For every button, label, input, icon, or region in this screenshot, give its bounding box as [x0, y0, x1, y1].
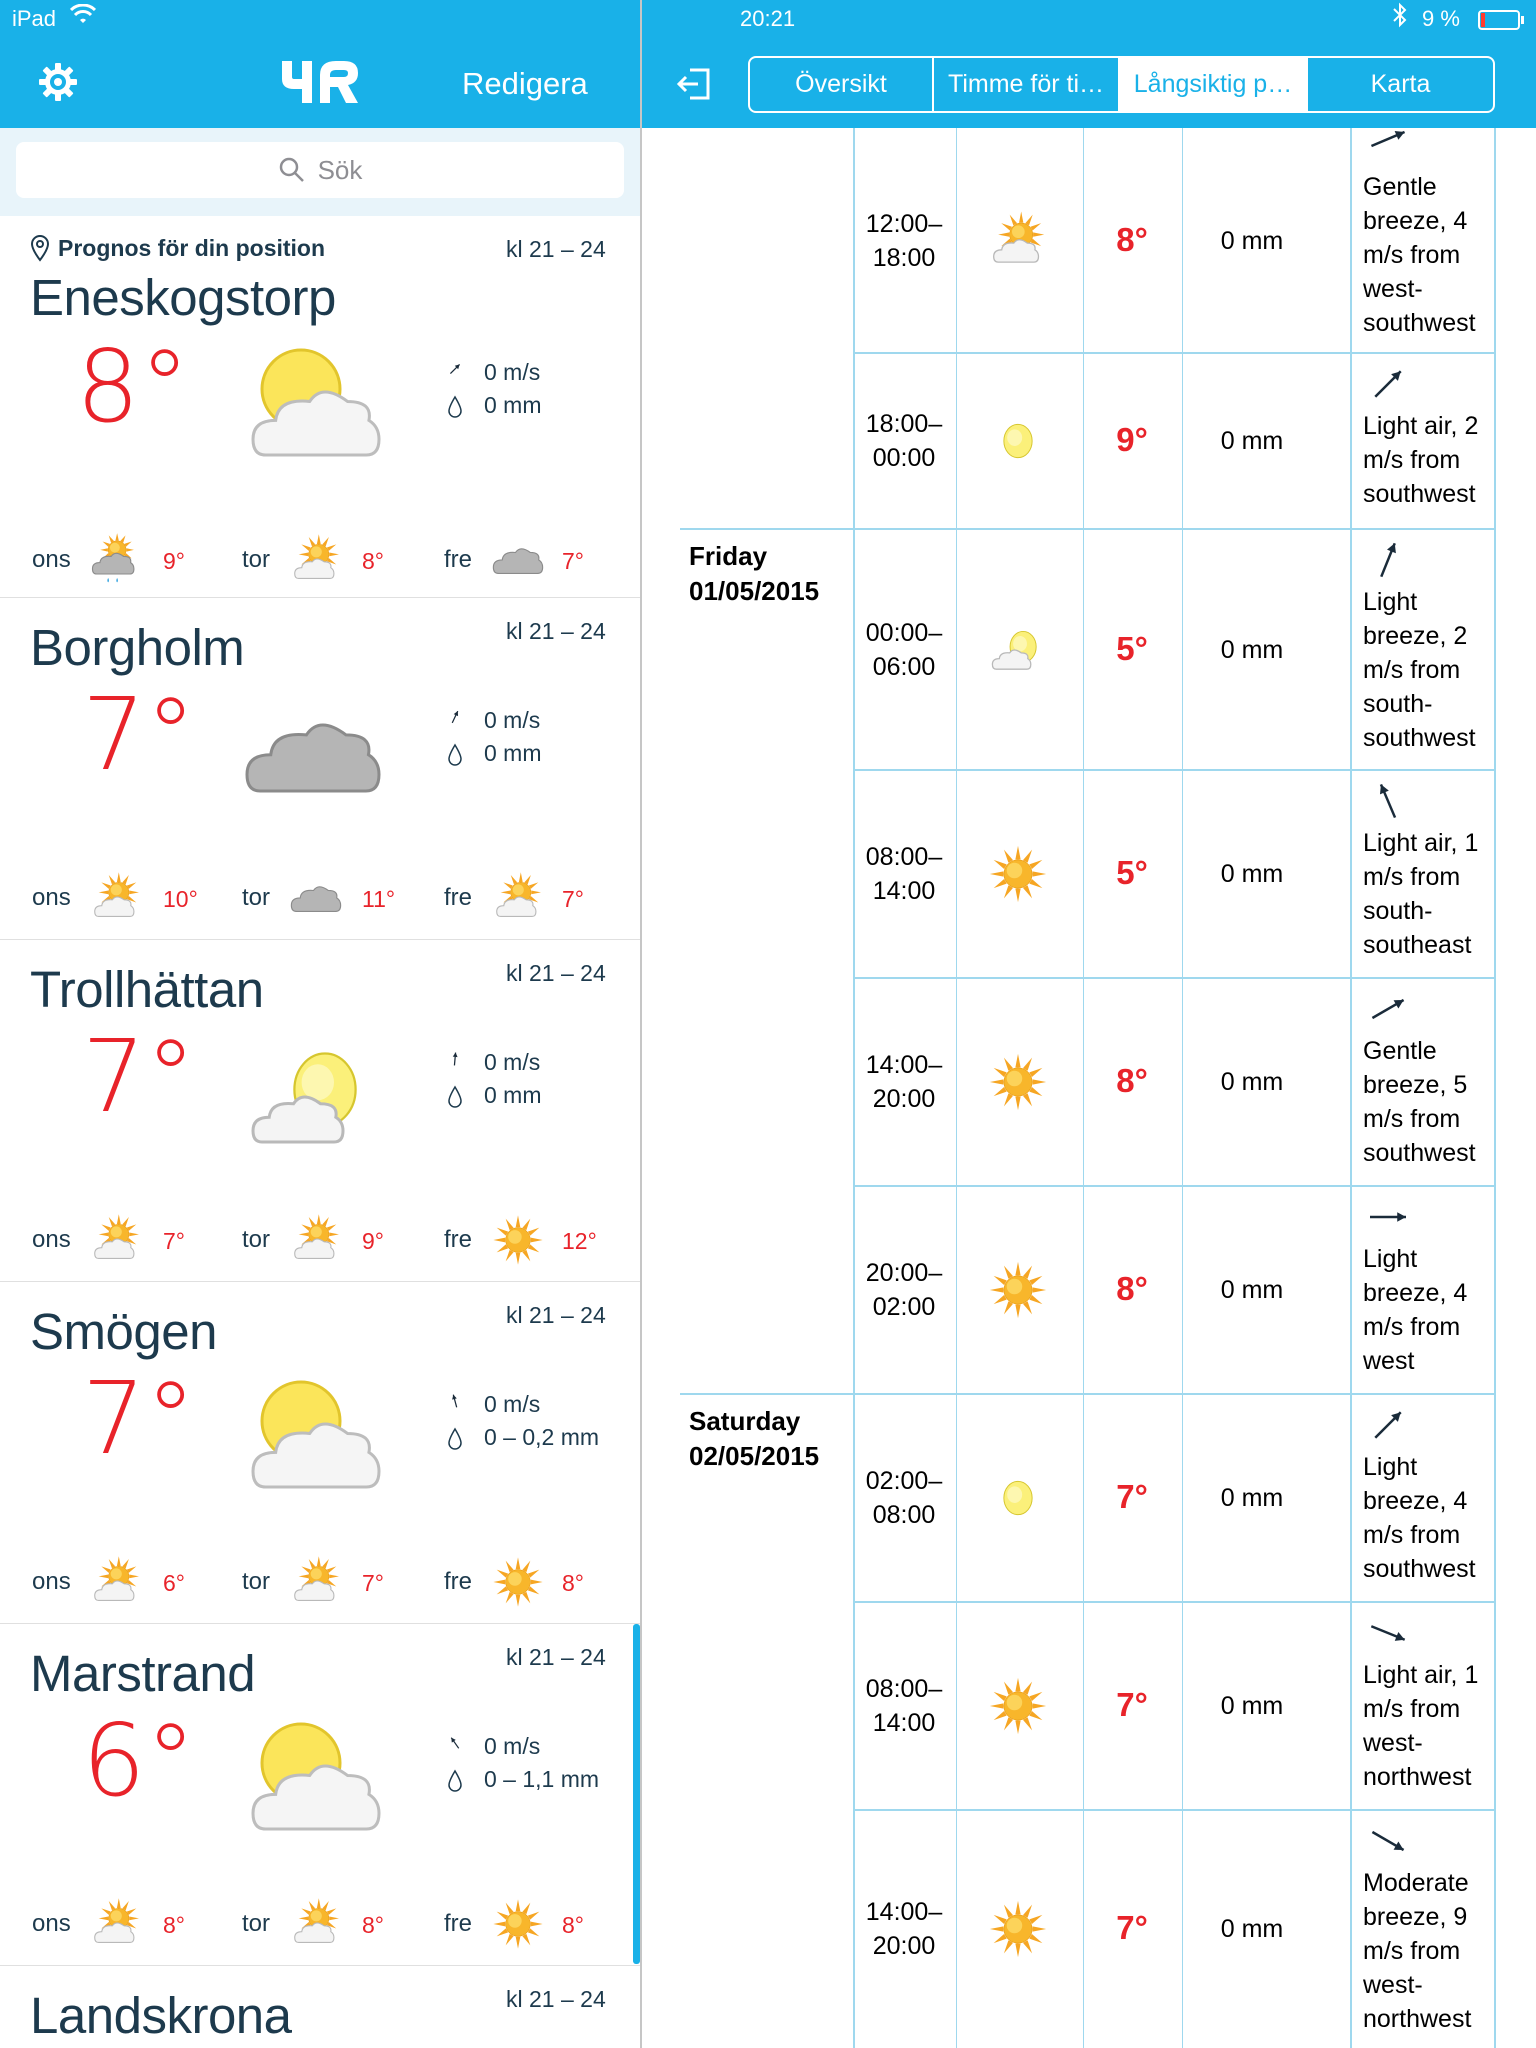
edit-button[interactable]: Redigera [462, 66, 588, 101]
time-cell [854, 616, 954, 684]
wind-arrow-icon [440, 1388, 484, 1420]
temp-cell: 9° [1116, 421, 1148, 458]
temp-cell: 5° [1116, 854, 1148, 891]
search-icon [278, 156, 306, 184]
grid-line [956, 128, 957, 2048]
wind-arrow-icon [1358, 128, 1418, 164]
wind-info [440, 1046, 540, 1078]
current-temp: 7° [82, 676, 196, 793]
current-temp: 7° [82, 1018, 196, 1135]
forecast-temp: 8° [362, 1912, 384, 1938]
precip-cell: 0 mm [1220, 1484, 1284, 1512]
position-label: Prognos för din position [58, 234, 326, 261]
tab-karta[interactable]: Karta [1370, 70, 1431, 98]
forecast-day: ons [32, 1910, 71, 1937]
time-to: 08:00 [872, 1501, 936, 1529]
cloud-icon [238, 680, 408, 810]
daily-forecast [0, 1896, 640, 1956]
gear-icon[interactable] [38, 62, 78, 102]
date-label [689, 1404, 819, 1474]
partly-sunny-icon [288, 1212, 344, 1268]
wind-speed: 0 m/s [484, 1390, 541, 1417]
precip-cell: 0 mm [1220, 1068, 1284, 1096]
wind-arrow-icon [1358, 535, 1418, 585]
wind-description: Gentle breeze, 4 m/s from west-southwest [1363, 173, 1476, 337]
temp-cell: 5° [1116, 629, 1148, 667]
wind-arrow-icon [1358, 1192, 1418, 1242]
temp-cell: 8° [1116, 1270, 1148, 1307]
precip-info [440, 740, 542, 767]
row-divider [853, 977, 1494, 979]
position-header [30, 234, 325, 262]
battery-icon [1478, 10, 1520, 30]
time-to: 00:00 [872, 444, 936, 472]
forecast-temp: 8° [562, 1570, 584, 1596]
wind-description: Light air, 1 m/s from west-northwest [1363, 1661, 1479, 1791]
time-to: 20:00 [872, 1085, 936, 1113]
daily-forecast [0, 1554, 640, 1614]
current-temp: 8° [76, 328, 190, 445]
forecast-day: tor [242, 1226, 271, 1253]
panel-divider [640, 0, 642, 2048]
precip-cell: 0 mm [1220, 427, 1284, 455]
location-name: Borgholm [30, 619, 245, 676]
partly-sunny-icon [986, 209, 1050, 273]
clock: 20:21 [740, 6, 796, 31]
wind-speed: 0 m/s [484, 1048, 541, 1075]
precip-cell: 0 mm [1220, 1276, 1284, 1304]
partly-sunny-icon [288, 1896, 344, 1952]
precip-cell: 0 mm [1220, 226, 1284, 255]
time-to: 02:00 [872, 1293, 936, 1321]
sun-icon [490, 1896, 546, 1952]
moon-cloud-icon [238, 1022, 408, 1152]
precip-info [440, 1082, 542, 1109]
location-list [0, 128, 640, 2048]
time-cell [854, 1048, 954, 1116]
time-cell [854, 407, 954, 475]
row-divider [680, 1393, 1494, 1395]
partly-sunny-icon [88, 1212, 144, 1268]
partly-sunny-icon [288, 532, 344, 588]
top-bar [0, 0, 1536, 128]
tab-langsiktig[interactable]: Långsiktig p… [1120, 58, 1308, 111]
row-divider [853, 769, 1494, 771]
day-date: 01/05/2015 [689, 576, 820, 606]
wind-info [440, 1730, 540, 1762]
sun-icon [986, 1258, 1050, 1322]
bluetooth-icon [1390, 2, 1410, 28]
raindrop-icon [440, 1767, 470, 1793]
time-from: 14:00– [865, 1898, 943, 1926]
moon-icon [986, 1466, 1050, 1530]
temp-cell: 7° [1116, 1686, 1148, 1723]
search-input[interactable] [16, 142, 624, 198]
precip-amount: 0 mm [484, 392, 542, 418]
wind-arrow-icon [440, 356, 484, 388]
time-range: kl 21 – 24 [506, 1986, 606, 2012]
partly-sunny-icon [88, 1554, 144, 1610]
forecast-temp: 6° [163, 1570, 185, 1596]
time-cell [854, 1256, 954, 1324]
time-range: kl 21 – 24 [506, 236, 606, 262]
scrollbar[interactable] [633, 1624, 640, 1964]
location-name: Trollhättan [30, 961, 264, 1018]
location-name: Smögen [30, 1303, 217, 1360]
time-from: 20:00– [865, 1259, 943, 1287]
time-from: 08:00– [865, 1675, 943, 1703]
day-date: 02/05/2015 [689, 1441, 820, 1471]
time-from: 14:00– [865, 1051, 943, 1079]
wind-description: Light air, 2 m/s from southwest [1363, 412, 1479, 508]
precip-amount: 0 – 1,1 mm [484, 1766, 600, 1792]
precip-amount: 0 mm [484, 1082, 542, 1108]
wind-speed: 0 m/s [484, 706, 541, 733]
day-name: Saturday [689, 1406, 801, 1436]
location-name: Eneskogstorp [30, 269, 336, 326]
cloud-icon [490, 532, 546, 588]
tab-oversikt[interactable]: Översikt [750, 58, 934, 111]
location-card[interactable] [0, 1282, 640, 1624]
forecast-temp: 7° [562, 548, 584, 574]
location-card[interactable] [0, 216, 640, 598]
precip-amount: 0 mm [484, 740, 542, 766]
carrier-label: iPad [12, 6, 57, 31]
time-to: 20:00 [872, 1932, 936, 1960]
time-range: kl 21 – 24 [506, 960, 606, 986]
wind-description: Light breeze, 4 m/s from southwest [1363, 1453, 1476, 1583]
location-pin-icon [30, 234, 50, 262]
time-cell [854, 1895, 954, 1963]
sun-icon [986, 1897, 1050, 1961]
partly-sunny-icon [490, 870, 546, 926]
partly-cloudy-icon [238, 1364, 408, 1494]
forecast-day: ons [32, 1226, 71, 1253]
temp-cell: 8° [1116, 1062, 1148, 1099]
forecast-day: tor [242, 1568, 271, 1595]
forecast-day: ons [32, 884, 71, 911]
precip-info [440, 1766, 599, 1793]
forecast-temp: 12° [562, 1228, 597, 1254]
forecast-day: fre [444, 1568, 473, 1595]
sun-icon [986, 1674, 1050, 1738]
exit-icon[interactable] [676, 64, 716, 104]
precip-cell: 0 mm [1220, 860, 1284, 888]
precip-amount: 0 – 0,2 mm [484, 1424, 600, 1450]
sun-icon [490, 1554, 546, 1610]
forecast-temp: 9° [362, 1228, 384, 1254]
time-range: kl 21 – 24 [506, 618, 606, 644]
location-name: Landskrona [30, 1987, 292, 2044]
row-divider [853, 1185, 1494, 1187]
rain-sun-icon [88, 532, 144, 588]
current-temp: 6° [82, 1702, 196, 1819]
date-label [689, 539, 819, 609]
wind-info [440, 356, 540, 388]
daily-forecast [0, 1212, 640, 1272]
wind-arrow-icon [1358, 359, 1418, 409]
yr-logo [278, 55, 362, 109]
time-range: kl 21 – 24 [506, 1644, 606, 1670]
time-range: kl 21 – 24 [506, 1302, 606, 1328]
raindrop-icon [440, 1425, 470, 1451]
forecast-day: ons [32, 546, 71, 573]
partly-cloudy-icon [238, 332, 408, 462]
precip-info [440, 1424, 599, 1451]
wind-description: Moderate breeze, 9 m/s from west-northwest [1363, 1869, 1472, 2033]
wind-description: Gentle breeze, 5 m/s from southwest [1363, 1037, 1476, 1167]
search-placeholder: Sök [317, 154, 363, 185]
wind-arrow-icon [1358, 1816, 1418, 1866]
partly-sunny-icon [288, 1554, 344, 1610]
time-from: 08:00– [865, 843, 943, 871]
time-from: 00:00– [865, 618, 943, 647]
forecast-day: ons [32, 1568, 71, 1595]
time-cell [854, 207, 954, 275]
grid-line [1083, 128, 1084, 2048]
moon-cloud-icon [986, 618, 1050, 682]
sun-icon [986, 1050, 1050, 1114]
row-divider [853, 352, 1494, 354]
time-cell [854, 1464, 954, 1532]
temp-cell: 7° [1116, 1478, 1148, 1515]
precip-cell: 0 mm [1220, 635, 1284, 664]
forecast-temp: 8° [163, 1912, 185, 1938]
wind-speed: 0 m/s [484, 358, 541, 385]
daily-forecast [0, 532, 640, 592]
forecast-temp: 7° [562, 886, 584, 912]
moon-icon [986, 409, 1050, 473]
precip-cell: 0 mm [1220, 1692, 1284, 1720]
wind-speed: 0 m/s [484, 1732, 541, 1759]
wind-info [440, 704, 540, 736]
location-card[interactable] [0, 1966, 640, 2048]
forecast-day: tor [242, 546, 271, 573]
sun-icon [986, 842, 1050, 906]
time-from: 18:00– [865, 410, 943, 438]
day-name: Friday [689, 541, 768, 571]
cloud-icon [288, 870, 344, 926]
wind-description: Light breeze, 2 m/s from south-southwest [1363, 588, 1476, 752]
sun-icon [490, 1212, 546, 1268]
forecast-day: fre [444, 1226, 473, 1253]
location-card[interactable] [0, 1624, 640, 1966]
forecast-day: fre [444, 884, 473, 911]
partly-sunny-icon [88, 870, 144, 926]
wind-arrow-icon [440, 1046, 484, 1078]
time-to: 06:00 [872, 652, 936, 681]
forecast-temp: 8° [562, 1912, 584, 1938]
wind-info [440, 1388, 540, 1420]
row-divider [680, 528, 1494, 530]
wind-arrow-icon [1358, 1400, 1418, 1450]
raindrop-icon [440, 393, 470, 419]
time-cell [854, 840, 954, 908]
row-divider [853, 1601, 1494, 1603]
forecast-temp: 7° [362, 1570, 384, 1596]
partly-cloudy-icon [238, 1706, 408, 1836]
location-name: Marstrand [30, 1645, 256, 1702]
time-to: 14:00 [872, 1709, 936, 1737]
time-from: 12:00– [865, 209, 943, 238]
forecast-temp: 11° [362, 886, 396, 912]
view-tabs [748, 56, 1495, 113]
wind-arrow-icon [1358, 984, 1418, 1034]
precip-cell: 0 mm [1220, 1915, 1284, 1943]
search-area [0, 128, 640, 216]
time-cell [854, 1672, 954, 1740]
row-divider [853, 1809, 1494, 1811]
forecast-temp: 10° [163, 886, 198, 912]
location-card[interactable] [0, 598, 640, 940]
forecast-temp: 7° [163, 1228, 185, 1254]
wind-arrow-icon [1358, 1608, 1418, 1658]
current-temp: 7° [82, 1360, 196, 1477]
longterm-table [642, 128, 1536, 2048]
wind-arrow-icon [440, 1730, 484, 1762]
daily-forecast [0, 870, 640, 930]
forecast-day: fre [444, 1910, 473, 1937]
wifi-icon [70, 4, 96, 26]
time-to: 18:00 [872, 243, 936, 272]
wind-arrow-icon [1358, 776, 1418, 826]
grid-line [1350, 128, 1352, 2048]
partly-sunny-icon [88, 1896, 144, 1952]
forecast-day: tor [242, 884, 271, 911]
temp-cell: 7° [1116, 1909, 1148, 1946]
forecast-temp: 9° [163, 548, 185, 574]
wind-arrow-icon [440, 704, 484, 736]
raindrop-icon [440, 1083, 470, 1109]
location-card[interactable] [0, 940, 640, 1282]
time-from: 02:00– [865, 1467, 943, 1495]
time-to: 14:00 [872, 877, 936, 905]
temp-cell: 8° [1116, 220, 1148, 258]
raindrop-icon [440, 741, 470, 767]
tab-timme[interactable]: Timme för ti… [934, 58, 1120, 111]
forecast-day: fre [444, 546, 473, 573]
wind-description: Light air, 1 m/s from south-southeast [1363, 829, 1479, 959]
forecast-temp: 8° [362, 548, 384, 574]
wind-description: Light breeze, 4 m/s from west [1363, 1245, 1468, 1375]
battery-percent: 9 % [1422, 6, 1460, 31]
forecast-day: tor [242, 1910, 271, 1937]
precip-info [440, 392, 542, 419]
